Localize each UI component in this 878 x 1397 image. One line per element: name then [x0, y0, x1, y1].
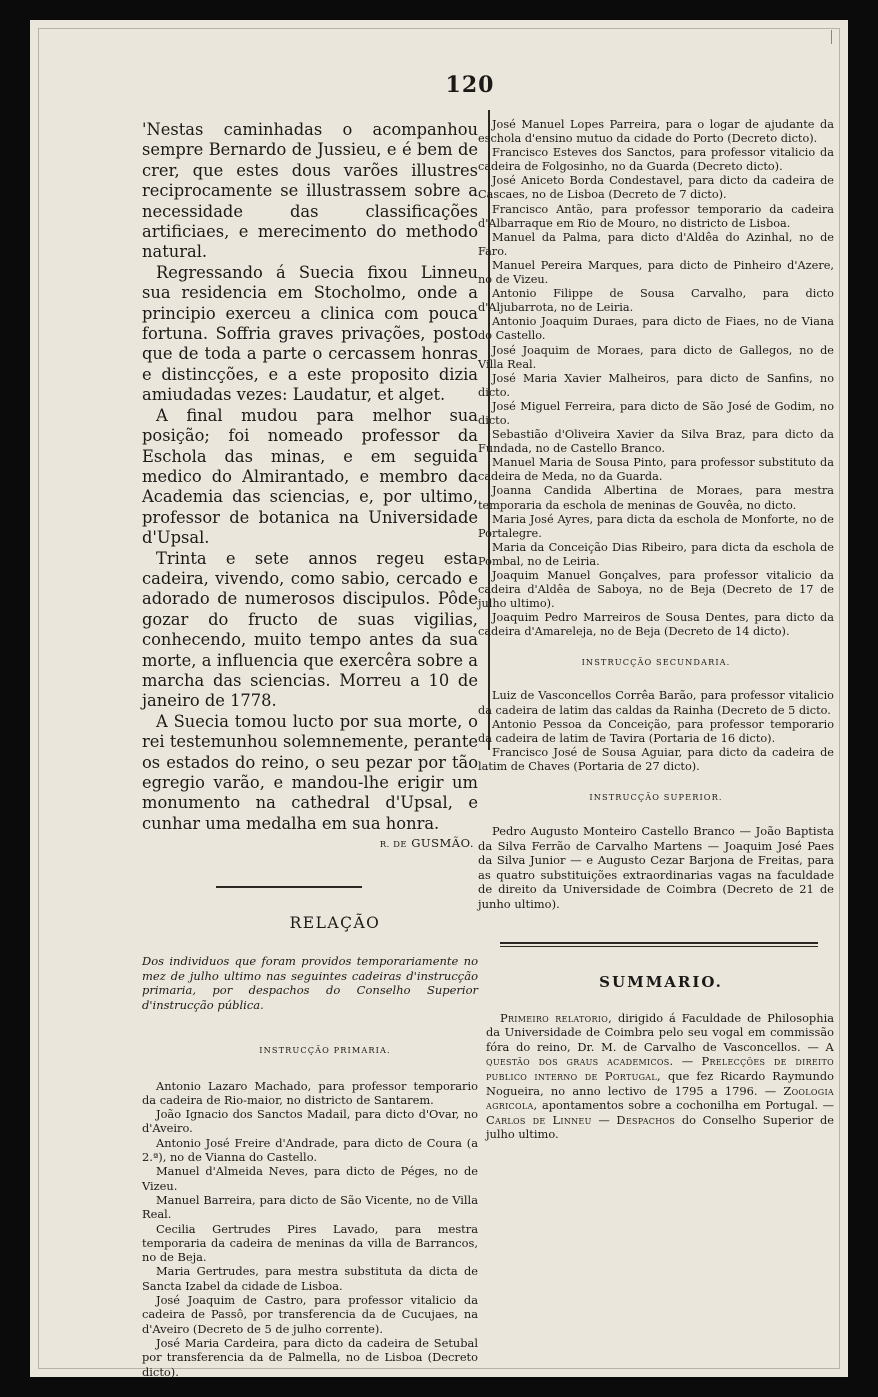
appointment-entry: Antonio Pessoa da Conceição, para professor temporario da cadeira de latim de Tavira (Portaria de 16 dicto). [478, 717, 834, 745]
essay-paragraph: Regressando á Suecia fixou Linneu sua residencia em Stocholmo, onde a principio exerceu a clinica com pouca fortuna. Soffria graves privações, posto que de toda a parte o cercassem honras e distincções, e a este proposito dizia amiudadas vezes: Laudatur, et alget. [142, 262, 478, 405]
summary-separator: — [673, 1054, 702, 1069]
secundaria-heading: INSTRUCÇÃO SECUNDARIA. [581, 657, 731, 668]
summary-item-label: Carlos de Linneu [486, 1112, 592, 1127]
appointment-entry: Luiz de Vasconcellos Corrêa Barão, para professor vitalicio da cadeira de latim das caldas da Rainha (Decreto de 5 dicto. [478, 689, 834, 717]
appointment-entry: Francisco Esteves dos Sanctos, para professor vitalicio da cadeira de Folgosinho, no da Guarda (Decreto dicto). [478, 146, 834, 174]
signature-name: GUSMÃO. [411, 836, 474, 851]
essay-paragraph: A final mudou para melhor sua posição; foi nomeado professor da Eschola das minas, e em seguida medico do Almirantado, e membro da Academia das sciencias, e, por ultimo, professor de botanica na Universidade d'Upsal. [142, 405, 478, 548]
primaria-entries-left [142, 1079, 478, 1377]
section-divider [216, 886, 362, 888]
appointment-entry: José Miguel Ferreira, para dicto de São José de Godim, no dicto. [478, 399, 834, 427]
appointment-entry: José Joaquim de Moraes, para dicto de Gallegos, no de Villa Real. [478, 343, 834, 371]
appointment-entry: Francisco José de Sousa Aguiar, para dicto da cadeira de latim de Chaves (Portaria de 27 dicto). [478, 745, 834, 773]
page-mark [831, 30, 832, 44]
summary-separator: — [591, 1112, 617, 1127]
appointment-entry: Joaquim Manuel Gonçalves, para professor vitalicio da cadeira d'Aldêa de Saboya, no de Beja (Decreto de 17 de julho ultimo). [478, 569, 834, 611]
appointment-entry: Antonio Joaquim Duraes, para dicto de Fiaes, no de Viana do Castello. [478, 315, 834, 343]
summary-item-text: do Conselho Superior de julho ultimo. [486, 1112, 834, 1142]
appointment-entry: Antonio José Freire d'Andrade, para dicto de Coura (a 2.ª), no de Vianna do Castello. [142, 1135, 478, 1165]
summary-item-text: que fez Ricardo Raymundo Nogueira, no anno lectivo de 1795 a 1796. — [486, 1068, 834, 1098]
appointment-entry: Manuel Pereira Marques, para dicto de Pinheiro d'Azere, no de Vizeu. [478, 258, 834, 287]
appointment-entry: Manuel Maria de Sousa Pinto, para professor substituto da cadeira de Meda, no da Guarda. [478, 456, 834, 484]
essay-paragraph: A Suecia tomou lucto por sua morte, o rei testemunhou solemnemente, perante os estados do reino, o seu pezar por tão egregio varão, e mandou-lhe erigir um monumento na cathedral d'Upsal, e cunhar uma medalha em sua honra. [142, 711, 478, 833]
relacao-intro: Dos individuos que foram providos temporariamente no mez de julho ultimo nas seguintes cadeiras d'instrucção primaria, por despachos do Conselho Superior d'instrucção pública. [142, 954, 478, 1012]
summario-title: SUMMARIO. [599, 972, 723, 991]
appointment-entry: Manuel da Palma, para dicto d'Aldêa do Azinhal, no de Faro. [478, 230, 834, 258]
linnaeus-essay [142, 120, 478, 834]
appointment-entry: Joaquim Pedro Marreiros de Sousa Dentes, para dicto da cadeira d'Amareleja, no de Beja (Decreto de 14 dicto). [478, 611, 834, 639]
appointment-entry: José Maria Xavier Malheiros, para dicto de Sanfins, no dicto. [478, 371, 834, 399]
summary-item-text: apontamentos sobre a cochonilha em Portugal. — [537, 1098, 834, 1113]
summary-item-label: Despachos [616, 1112, 676, 1127]
superior-heading: INSTRUCÇÃO SUPERIOR. [589, 792, 723, 803]
summary-item-label: Prelecções de direito publico interno de Portugal, [486, 1054, 834, 1083]
appointment-entry: Pedro Augusto Monteiro Castello Branco — João Baptista da Silva Ferrão de Carvalho Martens — Joaquim José Paes da Silva Junior — e Augusto Cezar Barjona de Freitas, para as quatro substituições extraordinarias vagas na faculdade de direito da Universidade de Coimbra (Decreto de 21 de junho ultimo). [478, 824, 834, 911]
appointment-entry: José Joaquim de Castro, para professor vitalicio da cadeira de Passô, por transferencia da de Cucujaes, na d'Aveiro (Decreto de 5 de julho corrente). [142, 1293, 478, 1336]
appointment-entry: José Aniceto Borda Condestavel, para dicto da cadeira de Cascaes, no de Lisboa (Decreto de 7 dicto). [478, 174, 834, 202]
left-column [142, 120, 478, 1377]
right-column [478, 118, 834, 1142]
summary-item-label: Primeiro relatorio, [500, 1010, 613, 1025]
appointment-entry: Manuel d'Almeida Neves, para dicto de Péges, no de Vizeu. [142, 1164, 478, 1193]
appointment-entry: João Ignacio dos Sanctos Madail, para dicto d'Ovar, no d'Aveiro. [142, 1107, 478, 1136]
divider-line [500, 946, 818, 947]
appointment-entry: Cecilia Gertrudes Pires Lavado, para mestra temporaria da cadeira de meninas da villa de Barrancos, no de Beja. [142, 1221, 478, 1265]
page-number: 120 [445, 72, 495, 98]
appointment-entry: Antonio Lazaro Machado, para professor temporario da cadeira de Rio-maior, no districto de Santarem. [142, 1078, 478, 1107]
primaria-entries-right [478, 118, 834, 912]
author-signature [142, 836, 478, 850]
summario-text [486, 1011, 834, 1142]
summary-item-text: dirigido á Faculdade de Philosophia da Universidade de Coimbra pelo seu vogal em commissão fóra do reino, Dr. M. de Carvalho de Vasconcellos. — [486, 1010, 834, 1054]
appointment-entry: Maria da Conceição Dias Ribeiro, para dicta da eschola de Pombal, no de Leiria. [478, 540, 834, 568]
appointment-entry: Antonio Filippe de Sousa Carvalho, para dicto d'Aljubarrota, no de Leiria. [478, 287, 834, 315]
appointment-entry: Maria Gertrudes, para mestra substituta da dicta de Sancta Izabel da cidade de Lisboa. [142, 1264, 478, 1293]
appointment-entry: José Maria Cardeira, para dicto da cadeira de Setubal por transferencia da de Palmella, no de Lisboa (Decreto dicto). [142, 1335, 478, 1377]
summary-item-label: A questão dos graus academicos. [486, 1039, 834, 1069]
superior-block [478, 824, 834, 912]
divider-line [500, 942, 818, 944]
essay-paragraph: 'Nestas caminhadas o acompanhou sempre Bernardo de Jussieu, e é bem de crer, que estes dous varões illustres reciprocamente se illustrassem sobre a necessidade das classificações artificiaes, e merecimento do methodo natural. [142, 120, 478, 262]
appointment-entry: Manuel Barreira, para dicto de São Vicente, no de Villa Real. [142, 1192, 478, 1222]
signature-initial: R. DE [379, 840, 408, 851]
appointment-entry: Sebastião d'Oliveira Xavier da Silva Braz, para dicto da Fundada, no de Castello Branco. [478, 428, 834, 456]
appointment-entry: Maria José Ayres, para dicta da eschola de Monforte, no de Portalegre. [478, 512, 834, 540]
relacao-title: RELAÇÃO [289, 914, 381, 933]
summary-item-label: Zoologia agricola, [486, 1083, 834, 1113]
appointment-entry: José Manuel Lopes Parreira, para o logar de ajudante da eschola d'ensino mutuo da cidade do Porto (Decreto dicto). [478, 118, 834, 146]
newspaper-page [30, 20, 848, 1377]
appointment-entry: Joanna Candida Albertina de Moraes, para mestra temporaria da eschola de meninas de Gouvêa, no dicto. [478, 484, 834, 512]
primaria-heading: INSTRUCÇÃO PRIMARIA. [259, 1044, 391, 1055]
summary-divider [500, 942, 818, 947]
appointment-entry: Francisco Antão, para professor temporario da cadeira d'Albarraque em Rio de Mouro, no districto de Lisboa. [478, 202, 834, 230]
essay-paragraph: Trinta e sete annos regeu esta cadeira, vivendo, como sabio, cercado e adorado de numerosos discipulos. Pôde gozar do fructo de suas vigilias, conhecendo, muito tempo antes da sua morte, a influencia que exercêra sobre a marcha das sciencias. Morreu a 10 de janeiro de 1778. [142, 548, 478, 711]
